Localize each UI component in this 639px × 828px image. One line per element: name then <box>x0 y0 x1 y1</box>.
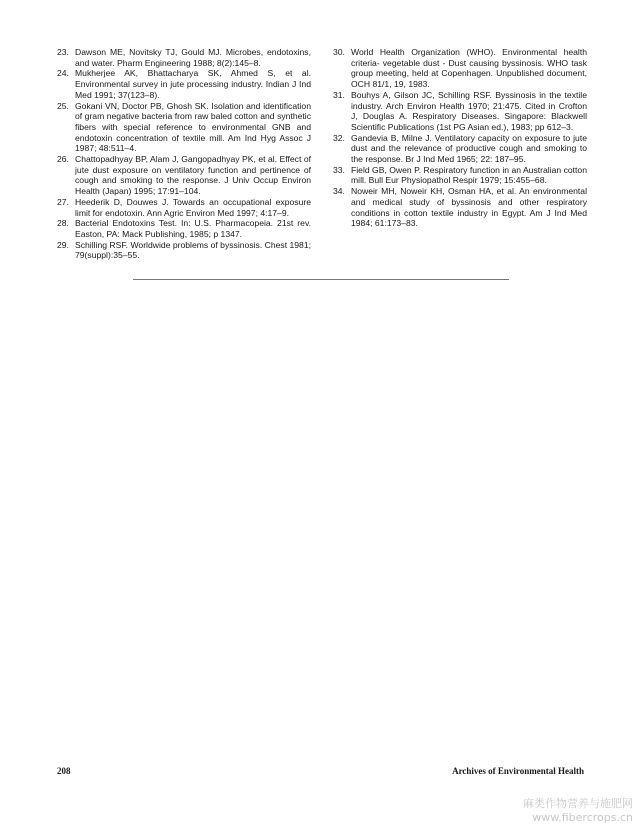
reference-number: 34. <box>333 186 345 197</box>
reference-item <box>333 133 587 165</box>
reference-item <box>333 186 587 229</box>
reference-text: Dawson ME, Novitsky TJ, Gould MJ. Microbes, endotoxins, and water. Pharm Engineering 1988; 8(2):145–8. <box>75 47 311 68</box>
reference-text: Gokani VN, Doctor PB, Ghosh SK. Isolation and identification of gram negative bacteria from raw baled cotton and synthetic fibers with special reference to environmental GNB and endotoxin concentration of textile mill. Am Ind Hyg Assoc J 1987; 48:511–4. <box>75 100 311 154</box>
references-right-column <box>333 47 587 229</box>
reference-item <box>333 90 587 133</box>
reference-text: Schilling RSF. Worldwide problems of byssinosis. Chest 1981; 79(suppl):35–55. <box>75 239 311 261</box>
reference-text: Bouhys A, Gilson JC, Schilling RSF. Byssinosis in the textile industry. Arch Environ Health 1970; 21:475. Cited in Crofton J, Douglas A. Respiratory Diseases. Singapore: Blackwell Scientific Publications (1st PG Asian ed.), 1983; pp 612–3. <box>351 89 587 132</box>
watermark <box>523 797 633 825</box>
reference-item <box>57 240 311 261</box>
reference-text: World Health Organization (WHO). Environmental health criteria- vegetable dust - Dust causing byssinosis. WHO task group meeting, held at Copenhagen. Unpublished document, OCH 81/1, 19, 1983. <box>351 47 587 90</box>
reference-text: Chattopadhyay BP, Alam J, Gangopadhyay PK, et al. Effect of jute dust exposure on ventilatory function and pertinence of cough and smoking to the response. J Univ Occup Environ Health (Japan) 1995; 17:91–104. <box>75 154 311 197</box>
reference-item <box>333 165 587 186</box>
reference-text: Mukherjee AK, Bhattacharya SK, Ahmed S, et al. Environmental survey in jute processing industry. Indian J Ind Med 1991; 37(123–8). <box>75 68 311 100</box>
reference-item <box>57 197 311 218</box>
reference-item <box>57 154 311 197</box>
reference-number: 30. <box>333 47 345 57</box>
reference-text: Gandevia B, Milne J. Ventilatory capacity on exposure to jute dust and the relevance of productive cough and smoking to the response. Br J Ind Med 1965; 22: 187–95. <box>351 132 587 165</box>
reference-item <box>57 68 311 100</box>
references-left-column <box>57 47 311 261</box>
reference-number: 25. <box>57 100 69 111</box>
reference-number: 31. <box>333 89 345 100</box>
reference-text: Noweir MH, Noweir KH, Osman HA, et al. An environmental and medical study of byssinosis and other respiratory conditions in cotton textile industry in Egypt. Am J Ind Med 1984; 61:173–83. <box>351 186 587 229</box>
reference-item <box>57 218 311 239</box>
reference-item <box>57 47 311 68</box>
reference-number: 23. <box>57 47 69 57</box>
reference-number: 24. <box>57 68 69 79</box>
watermark-site-name: 麻类作物营养与施肥网 <box>523 797 633 810</box>
reference-number: 28. <box>57 218 69 229</box>
reference-number: 26. <box>57 154 69 165</box>
reference-number: 32. <box>333 132 345 143</box>
reference-text: Heederik D, Douwes J. Towards an occupational exposure limit for endotoxin. Ann Agric Environ Med 1997; 4:17–9. <box>75 196 311 218</box>
reference-number: 33. <box>333 164 345 175</box>
reference-number: 27. <box>57 196 69 207</box>
section-divider <box>133 279 509 280</box>
page-number: 208 <box>57 766 71 776</box>
reference-text: Field GB, Owen P. Respiratory function in an Australian cotton mill. Bull Eur Physiopathol Respir 1979; 15:455–68. <box>351 164 587 186</box>
watermark-url: www.fibercrops.cn <box>532 811 633 824</box>
reference-number: 29. <box>57 239 69 250</box>
journal-name: Archives of Environmental Health <box>452 766 584 776</box>
reference-item <box>333 47 587 90</box>
reference-item <box>57 101 311 155</box>
reference-text: Bacterial Endotoxins Test. In: U.S. Pharmacopeia. 21st rev. Easton, PA: Mack Publishing, 1985; p 1347. <box>75 218 311 239</box>
